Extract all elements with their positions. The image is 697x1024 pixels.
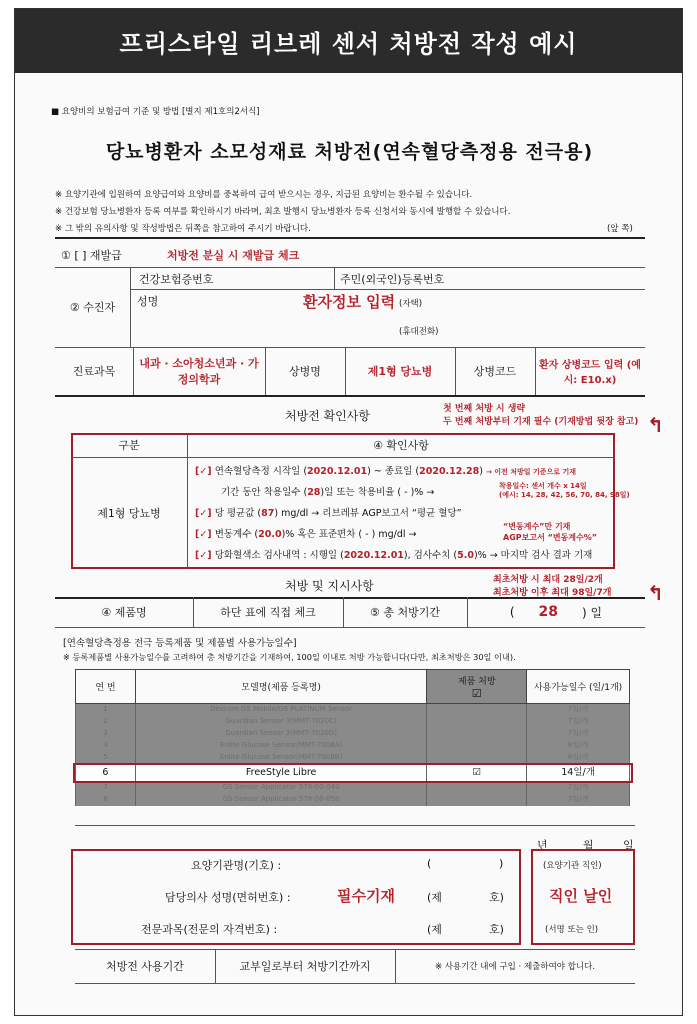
usage-period-value: 교부일로부터 처방기간까지 [239, 960, 371, 973]
check-line-wear-days: 기간 동안 착용일수 (28)일 또는 착용비율 ( - )% → [221, 487, 435, 498]
product-cell-model: GS Sensor Applicator 578-00-050 [135, 794, 426, 806]
product-cell-rx[interactable] [427, 740, 527, 752]
check-line-cv: [✓] 변동계수 (20.0)% 혹은 표준편차 ( - ) mg/dl → [195, 529, 417, 540]
confirm-note-2: 두 번째 처방부터 기재 필수 (기재방법 뒷장 참고) [443, 417, 639, 427]
divider [130, 267, 131, 347]
note-line-3: ※ 그 밖의 유의사항 및 작성방법은 뒤쪽을 참고하여 주시기 바랍니다. [55, 224, 311, 234]
patient-section-label: ② 수진자 [69, 301, 116, 314]
product-cell-no: 3 [76, 728, 136, 740]
products-note: ※ 등록제품별 사용가능일수를 고려하여 총 처방기간을 기재하여, 100일 이내로 처방 가능합니다(다만, 최초처방은 30일 이내). [63, 652, 516, 662]
product-row[interactable] [76, 728, 630, 740]
day-label: 일 [623, 839, 634, 852]
column-rx: 제품 처방 ☑ [427, 670, 527, 704]
signature-box [71, 849, 521, 945]
divider [75, 983, 635, 984]
cv-note-2: AGP보고서 “변동계수%” [503, 533, 598, 542]
mobile-phone-label: (휴대전화) [399, 327, 439, 337]
column-gubun: 구분 [118, 439, 140, 452]
month-label: 월 [583, 839, 594, 852]
product-cell-rx[interactable]: ☑ [427, 764, 527, 782]
divider [133, 347, 134, 395]
doctor-license-suffix: 호) [489, 891, 504, 904]
department-value: 내과 · 소아청소년과 · 가정의학과 [139, 357, 259, 386]
divider [55, 627, 645, 628]
products-heading: [연속혈당측정용 전극 등록제품 및 제품별 사용가능일수] [63, 638, 297, 649]
column-days: 사용가능일수 (일/1개) [527, 670, 630, 704]
curved-arrow-icon: ↰ [647, 413, 664, 437]
diabetes-type-label: 제1형 당뇨병 [97, 507, 161, 520]
disease-name-value: 제1형 당뇨병 [367, 365, 433, 378]
product-cell-rx[interactable] [427, 716, 527, 728]
specialty-label: 전문과목(전문의 자격번호) : [141, 923, 278, 936]
cv-value: 20.0 [258, 529, 282, 540]
product-row[interactable] [76, 716, 630, 728]
disease-code-value: 환자 상병코드 입력 (예시: E10.x) [539, 360, 641, 386]
divider [55, 395, 645, 397]
product-row[interactable] [76, 782, 630, 794]
total-period-label: ⑤ 총 처방기간 [370, 606, 440, 619]
front-label: (앞 쪽) [607, 224, 633, 234]
product-cell-no: 7 [76, 782, 136, 794]
divider [55, 267, 645, 268]
specialty-number-prefix: (제 [427, 923, 442, 936]
prescription-sheet [14, 8, 683, 1016]
seal-bottom-label: (서명 또는 인) [545, 925, 599, 935]
check-line-avg-glucose: [✓] 당 평균값 (87) mg/dl → 리브레뷰 AGP보고서 “평균 혈당” [195, 508, 462, 519]
product-cell-rx[interactable] [427, 794, 527, 806]
product-cell-no: 5 [76, 752, 136, 764]
divider [130, 289, 645, 290]
product-cell-days: 6일/개 [527, 740, 630, 752]
product-cell-model: FreeStyle Libre [135, 764, 426, 782]
home-phone-label: (자택) [399, 299, 423, 309]
product-cell-days: 7일/개 [527, 728, 630, 740]
specialty-number-suffix: 호) [489, 923, 504, 936]
instruction-note-2: 최초처방 이후 최대 98일/7개 [493, 588, 612, 598]
product-row[interactable] [76, 704, 630, 716]
product-cell-no: 4 [76, 740, 136, 752]
product-name-value: 하단 표에 직접 체크 [220, 606, 316, 619]
patient-info-note: 환자정보 입력 [303, 293, 396, 311]
wear-days-note-2: (예시: 14, 28, 42, 56, 70, 84, 98일) [499, 491, 630, 499]
total-period-value: ( 28 ) 일 [509, 604, 603, 620]
column-check: ④ 확인사항 [373, 439, 429, 452]
curved-arrow-icon: ↰ [647, 581, 664, 605]
product-row[interactable] [76, 794, 630, 806]
product-cell-model: Dexcom G5 Mobile/G6 PLATINUM Sensor [135, 704, 426, 716]
doctor-label: 담당의사 성명(면허번호) : [165, 891, 291, 904]
note-line-1: ※ 요양기관에 입원하여 요양급여와 요양비를 중복하여 급여 받으시는 경우, 지급된 요양비는 환수될 수 있습니다. [55, 190, 473, 200]
divider [75, 825, 635, 826]
products-table [75, 669, 630, 806]
wear-days-note-1: 착용일수: 센서 개수 x 14일 [499, 482, 587, 490]
patient-name-label: 성명 [137, 295, 159, 308]
product-cell-no: 8 [76, 794, 136, 806]
product-cell-no: 6 [76, 764, 136, 782]
product-cell-days: 7일/개 [527, 716, 630, 728]
product-cell-days: 14일/개 [527, 764, 630, 782]
check-mark[interactable]: [✓] [195, 466, 212, 477]
product-cell-no: 2 [76, 716, 136, 728]
instruction-title: 처방 및 지시사항 [285, 579, 374, 593]
product-row[interactable] [76, 752, 630, 764]
hba1c-date: 2020.12.01 [343, 550, 404, 561]
header-checkbox-icon: ☑ [471, 686, 482, 700]
period-days[interactable]: 28 [538, 604, 559, 620]
divider-top [55, 237, 645, 239]
required-note: 필수기재 [337, 887, 395, 905]
wear-days: 28 [307, 487, 321, 498]
column-no: 연 번 [76, 670, 136, 704]
check-line-hba1c: [✓] 당화혈색소 검사내역 : 시행일 (2020.12.01), 검사수치 (5.0)% → 마지막 검사 결과 기재 [195, 550, 593, 561]
divider [334, 267, 335, 289]
disease-code-label: 상병코드 [473, 365, 517, 378]
product-cell-no: 1 [76, 704, 136, 716]
product-cell-model: Enlite Glucose Sensor(MMT-7008A) [135, 740, 426, 752]
banner-title: 프리스타일 리브레 센서 처방전 작성 예시 [15, 9, 682, 73]
department-label: 진료과목 [72, 365, 116, 378]
cv-note-1: “변동계수”만 기재 [503, 522, 571, 531]
product-cell-days: 7일/개 [527, 704, 630, 716]
products-header-row [76, 670, 630, 704]
product-cell-model: Enlite Glucose Sensor(MMT-7008B) [135, 752, 426, 764]
instruction-note-1: 최초처방 시 최대 28일/2개 [493, 575, 603, 585]
year-label: 년 [537, 839, 548, 852]
product-cell-rx[interactable] [427, 728, 527, 740]
reissue-note: 처방전 분실 시 재발급 체크 [167, 249, 300, 262]
column-model: 모델명(제품 등록명) [135, 670, 426, 704]
product-cell-days: 6일/개 [527, 752, 630, 764]
start-date: 2020.12.01 [307, 466, 368, 477]
usage-period-note: ※ 사용기간 내에 구입 · 제출하여야 합니다. [434, 962, 596, 972]
institution-label: 요양기관명(기호) : [191, 859, 282, 872]
disease-name-label: 상병명 [289, 365, 321, 378]
seal-top-label: (요양기관 직인) [543, 861, 602, 871]
hba1c-value: 5.0 [457, 550, 474, 561]
institution-paren-close: ) [499, 857, 504, 870]
product-cell-days: 7일/개 [527, 794, 630, 806]
confirm-note-1: 첫 번째 처방 시 생략 [443, 404, 526, 414]
freestyle-row-highlight [73, 763, 633, 783]
form-title: 당뇨병환자 소모성재료 처방전(연속혈당측정용 전극용) [105, 141, 594, 163]
product-cell-model: Guardian Sensor 3(MMT-7020D) [135, 728, 426, 740]
product-cell-rx[interactable] [427, 782, 527, 794]
note-line-2: ※ 건강보험 당뇨병환자 등록 여부를 확인하시기 바라며, 최초 발행시 당뇨병환자 등록 신청서와 동시에 발행할 수 있습니다. [55, 207, 511, 217]
check-line-period: [✓] 연속혈당측정 시작일 (2020.12.01) ~ 종료일 (2020.12.28) → 이전 처방일 기준으로 기재 [195, 466, 576, 477]
resident-number-label: 주민(외국인)등록번호 [340, 273, 445, 286]
product-cell-model: Guardian Sensor 3(MMT-7020C) [135, 716, 426, 728]
confirm-title: 처방전 확인사항 [285, 409, 370, 423]
product-cell-model: GS Sensor Applicator 578-00-040 [135, 782, 426, 794]
insurance-number-label: 건강보험증번호 [139, 273, 214, 286]
product-cell-rx[interactable] [427, 704, 527, 716]
usage-period-label: 처방전 사용기간 [106, 960, 184, 973]
product-name-label: ④ 제품명 [101, 606, 147, 619]
product-row[interactable] [76, 740, 630, 752]
reissue-checkbox-label[interactable]: ① [ ] 재발급 [61, 249, 122, 262]
institution-paren-open: ( [427, 857, 432, 870]
avg-glucose: 87 [261, 508, 275, 519]
product-cell-days: 7일/개 [527, 782, 630, 794]
doctor-license-prefix: (제 [427, 891, 442, 904]
end-date: 2020.12.28 [419, 466, 480, 477]
product-cell-rx[interactable] [427, 752, 527, 764]
seal-main-note: 직인 날인 [549, 887, 613, 905]
legal-reference: ■ 요양비의 보험급여 기준 및 방법 [별지 제1호의2서식] [51, 107, 260, 117]
